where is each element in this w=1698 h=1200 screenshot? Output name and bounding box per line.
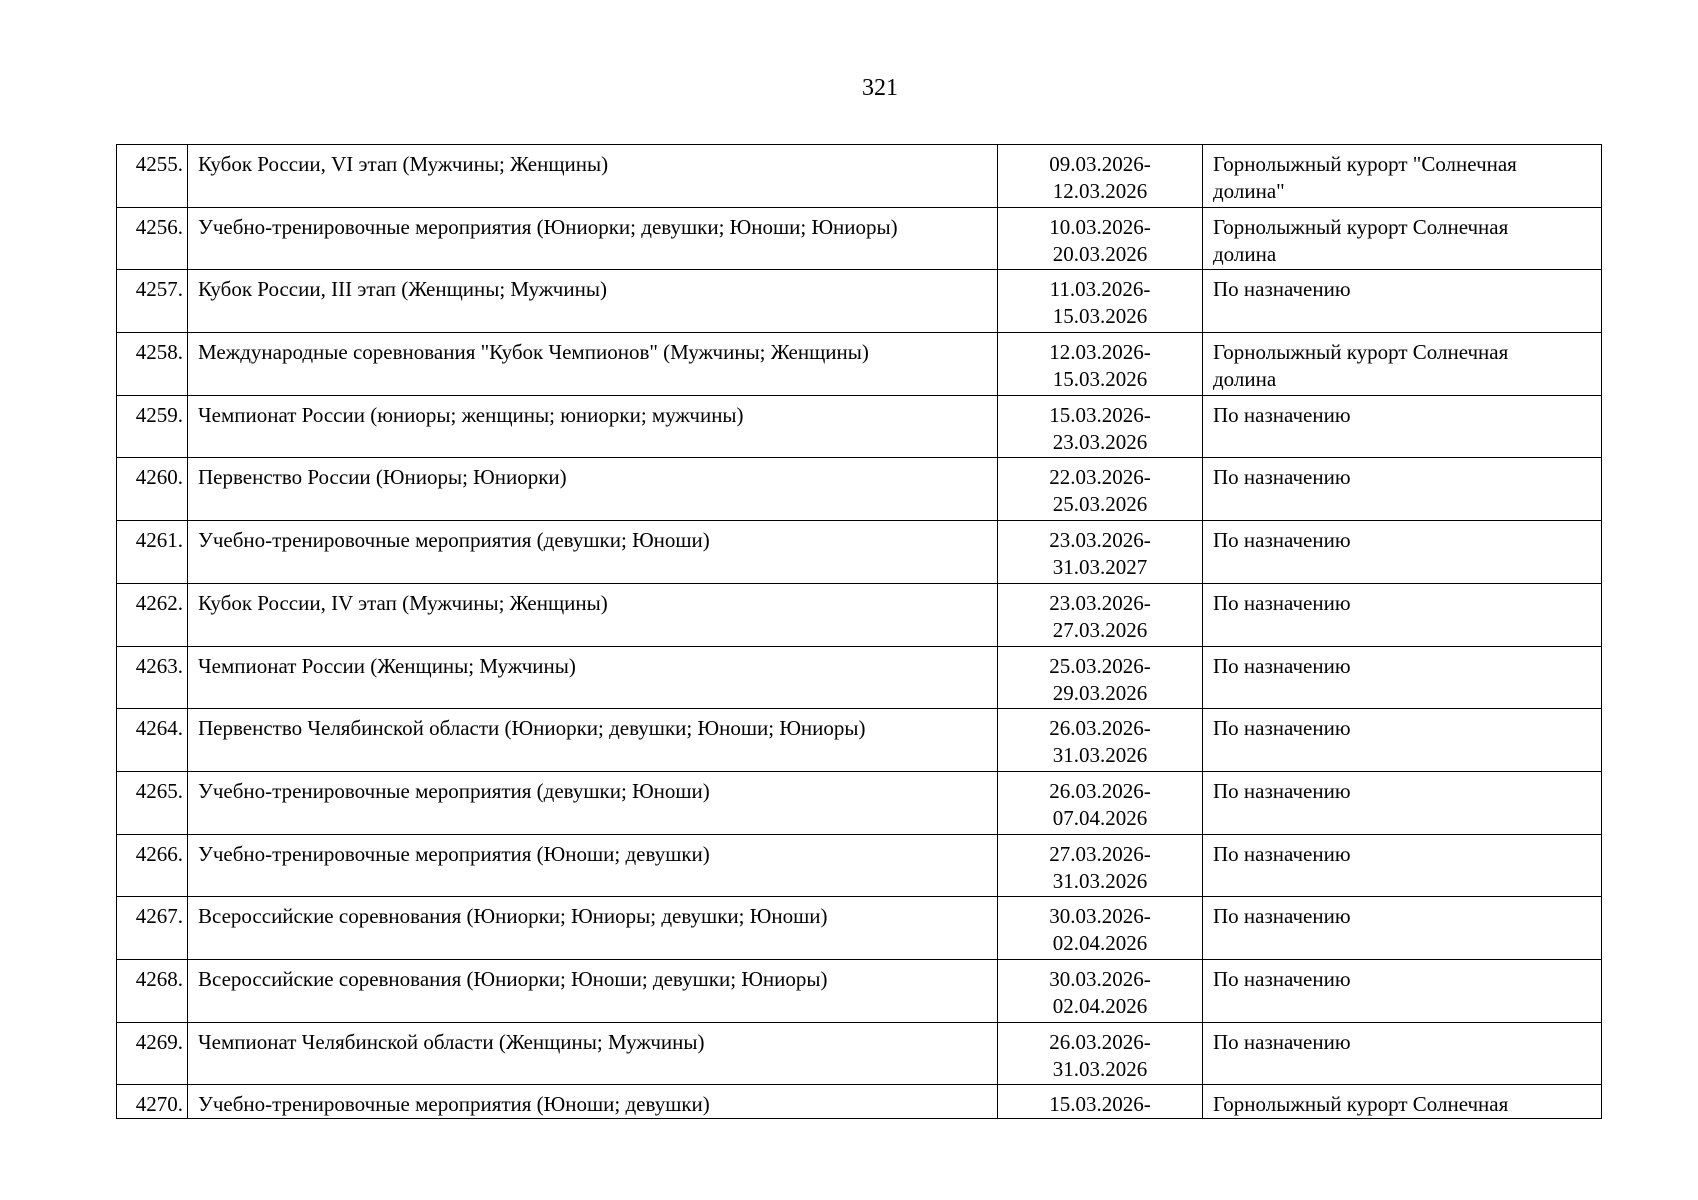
place-line: По назначению: [1213, 1029, 1351, 1054]
place-line: Горнолыжный курорт Солнечная: [1213, 214, 1509, 239]
date-end: 27.03.2026: [1052, 617, 1148, 642]
event-name: Первенство Челябинской области (Юниорки; девушки; Юноши; Юниоры): [188, 709, 998, 772]
table-row: [117, 333, 1602, 396]
date-end: 25.03.2026: [1052, 492, 1148, 517]
event-name: Чемпионат Челябинской области (Женщины; Мужчины): [188, 1022, 998, 1085]
event-dates: [998, 959, 1203, 1022]
date-start: 12.03.2026-: [1049, 340, 1151, 365]
place-line: По назначению: [1213, 778, 1351, 803]
row-number: 4260.: [117, 458, 188, 521]
date-end: 20.03.2026: [1052, 241, 1148, 266]
place-line: По назначению: [1213, 465, 1351, 490]
event-name: Первенство России (Юниоры; Юниорки): [188, 458, 998, 521]
event-dates: [998, 771, 1203, 834]
row-number: 4268.: [117, 959, 188, 1022]
event-place: [1203, 709, 1602, 772]
event-place: [1203, 333, 1602, 396]
event-dates: [998, 458, 1203, 521]
place-line: Горнолыжный курорт Солнечная: [1213, 1092, 1509, 1117]
event-dates: [998, 834, 1203, 897]
place-line: По назначению: [1213, 402, 1351, 427]
event-place: [1203, 646, 1602, 709]
date-start: 09.03.2026-: [1049, 152, 1151, 176]
place-line: По назначению: [1213, 904, 1351, 929]
date-end: 23.03.2026: [1052, 429, 1148, 454]
table-row: [117, 583, 1602, 646]
date-start: 26.03.2026-: [1049, 716, 1151, 741]
event-place: [1203, 583, 1602, 646]
event-name: Учебно-тренировочные мероприятия (Юниорки; девушки; Юноши; Юниоры): [188, 207, 998, 270]
event-name: Кубок России, VI этап (Мужчины; Женщины): [188, 145, 998, 208]
event-place: [1203, 1022, 1602, 1085]
date-start: 10.03.2026-: [1049, 214, 1151, 239]
event-name: Учебно-тренировочные мероприятия (Юноши; девушки): [188, 1085, 998, 1119]
table-row: [117, 1022, 1602, 1085]
place-line: долина: [1213, 241, 1277, 266]
row-number: 4264.: [117, 709, 188, 772]
event-dates: [998, 270, 1203, 333]
date-end: 07.04.2026: [1052, 805, 1148, 830]
event-place: [1203, 1085, 1602, 1119]
date-start: 22.03.2026-: [1049, 465, 1151, 490]
event-place: [1203, 458, 1602, 521]
table-row: [117, 458, 1602, 521]
row-number: 4262.: [117, 583, 188, 646]
table-row: [117, 897, 1602, 960]
date-start: 26.03.2026-: [1049, 1029, 1151, 1054]
row-number: 4255.: [117, 145, 188, 208]
date-end: 29.03.2026: [1052, 680, 1148, 705]
event-dates: [998, 1085, 1203, 1119]
place-line: По назначению: [1213, 528, 1351, 553]
event-place: [1203, 897, 1602, 960]
date-end: 12.03.2026: [1052, 179, 1148, 203]
place-line: По назначению: [1213, 716, 1351, 741]
table-row: [117, 395, 1602, 458]
event-name: Учебно-тренировочные мероприятия (Юноши; девушки): [188, 834, 998, 897]
event-name: Всероссийские соревнования (Юниорки; Юноши; девушки; Юниоры): [188, 959, 998, 1022]
table-row: [117, 709, 1602, 772]
date-start: 15.03.2026-: [1049, 402, 1151, 427]
table-row: [117, 270, 1602, 333]
date-end: 31.03.2026: [1052, 868, 1148, 893]
event-dates: [998, 646, 1203, 709]
date-start: 11.03.2026-: [1049, 277, 1151, 302]
event-dates: [998, 583, 1203, 646]
place-line: долина: [1213, 367, 1277, 392]
row-number: 4256.: [117, 207, 188, 270]
event-place: [1203, 521, 1602, 584]
table-row: [117, 521, 1602, 584]
row-number: 4263.: [117, 646, 188, 709]
date-start: 30.03.2026-: [1049, 904, 1151, 929]
event-dates: [998, 709, 1203, 772]
date-start: 27.03.2026-: [1049, 841, 1151, 866]
event-dates: [998, 145, 1203, 208]
event-dates: [998, 333, 1203, 396]
event-name: Учебно-тренировочные мероприятия (девушки; Юноши): [188, 771, 998, 834]
event-name: Всероссийские соревнования (Юниорки; Юниоры; девушки; Юноши): [188, 897, 998, 960]
row-number: 4261.: [117, 521, 188, 584]
table-row: [117, 646, 1602, 709]
row-number: 4266.: [117, 834, 188, 897]
event-place: [1203, 771, 1602, 834]
event-name: Кубок России, IV этап (Мужчины; Женщины): [188, 583, 998, 646]
event-place: [1203, 395, 1602, 458]
place-line: По назначению: [1213, 653, 1351, 678]
date-end: 15.03.2026: [1052, 304, 1148, 329]
place-line: Горнолыжный курорт Солнечная: [1213, 340, 1509, 365]
date-start: 26.03.2026-: [1049, 778, 1151, 803]
table-row: [117, 959, 1602, 1022]
event-place: [1203, 145, 1602, 208]
row-number: 4259.: [117, 395, 188, 458]
event-place: [1203, 207, 1602, 270]
event-dates: [998, 521, 1203, 584]
date-end: 02.04.2026: [1052, 993, 1148, 1018]
event-dates: [998, 897, 1203, 960]
row-number: 4267.: [117, 897, 188, 960]
table-row: [117, 207, 1602, 270]
page-number: 321: [862, 75, 898, 101]
date-end: 31.03.2026: [1052, 1056, 1148, 1081]
place-line: По назначению: [1213, 966, 1351, 991]
table-row: [117, 1085, 1602, 1119]
table-row: [117, 145, 1602, 208]
events-table: [116, 144, 1602, 1119]
date-end: 31.03.2026: [1052, 743, 1148, 768]
date-start: 23.03.2026-: [1049, 528, 1151, 553]
place-line: По назначению: [1213, 841, 1351, 866]
place-line: По назначению: [1213, 590, 1351, 615]
event-name: Международные соревнования "Кубок Чемпионов" (Мужчины; Женщины): [188, 333, 998, 396]
date-start: 25.03.2026-: [1049, 653, 1151, 678]
place-line: долина": [1213, 179, 1285, 203]
row-number: 4269.: [117, 1022, 188, 1085]
place-line: Горнолыжный курорт "Солнечная: [1213, 152, 1517, 176]
table-row: [117, 834, 1602, 897]
date-start: 30.03.2026-: [1049, 966, 1151, 991]
event-name: Учебно-тренировочные мероприятия (девушки; Юноши): [188, 521, 998, 584]
event-place: [1203, 270, 1602, 333]
event-name: Кубок России, III этап (Женщины; Мужчины): [188, 270, 998, 333]
event-name: Чемпионат России (Женщины; Мужчины): [188, 646, 998, 709]
date-end: 02.04.2026: [1052, 931, 1148, 956]
date-end: 15.03.2026: [1052, 367, 1148, 392]
row-number: 4258.: [117, 333, 188, 396]
row-number: 4270.: [117, 1085, 188, 1119]
event-place: [1203, 834, 1602, 897]
event-name: Чемпионат России (юниоры; женщины; юниорки; мужчины): [188, 395, 998, 458]
event-place: [1203, 959, 1602, 1022]
row-number: 4265.: [117, 771, 188, 834]
table-row: [117, 771, 1602, 834]
events-table-container: [116, 144, 1601, 1119]
events-table-body: [117, 145, 1602, 1119]
event-dates: [998, 1022, 1203, 1085]
date-start: 23.03.2026-: [1049, 590, 1151, 615]
row-number: 4257.: [117, 270, 188, 333]
event-dates: [998, 395, 1203, 458]
date-start: 15.03.2026-: [1049, 1092, 1151, 1117]
place-line: По назначению: [1213, 277, 1351, 302]
date-end: 31.03.2027: [1052, 555, 1148, 580]
event-dates: [998, 207, 1203, 270]
